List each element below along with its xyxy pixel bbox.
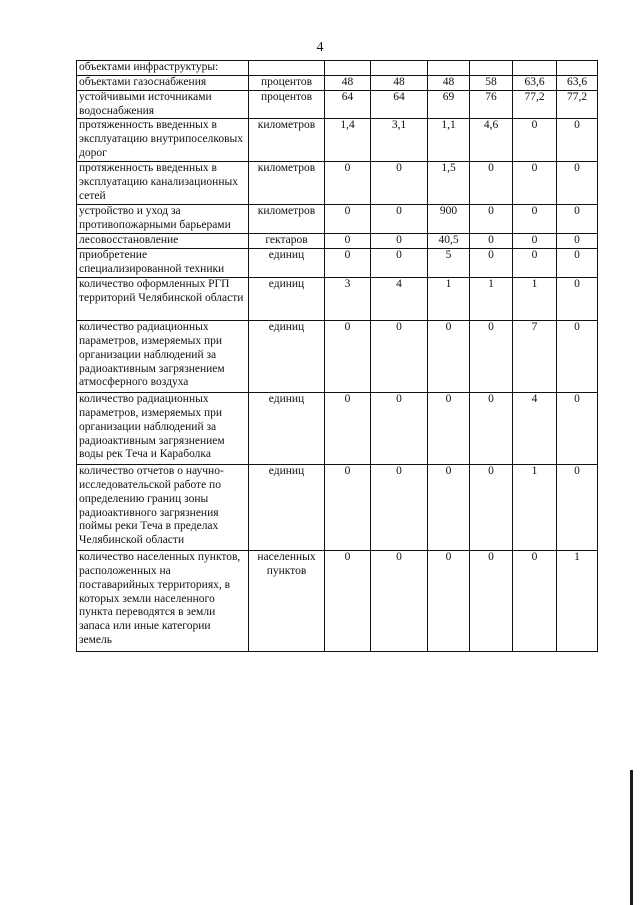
indicator-value [371, 61, 428, 76]
indicator-value: 0 [325, 249, 371, 278]
table-row [77, 393, 598, 465]
indicator-name: лесовосстановление [77, 234, 249, 249]
indicator-value: 58 [470, 76, 513, 91]
indicator-unit: населенных пунктов [249, 551, 325, 652]
indicator-value: 0 [557, 205, 598, 234]
indicator-unit: процентов [249, 90, 325, 119]
indicator-unit: единиц [249, 321, 325, 393]
indicator-value: 0 [371, 234, 428, 249]
indicator-value: 0 [557, 321, 598, 393]
indicator-value: 0 [371, 249, 428, 278]
indicator-value: 0 [557, 119, 598, 162]
indicator-name: количество отчетов о научно-исследовательской работе по определению границ зоны радиоактивного загрязнения поймы реки Теча в пределах Челябинской области [77, 465, 249, 551]
table-row [77, 162, 598, 205]
indicator-value: 1 [513, 465, 557, 551]
scan-edge-line [630, 770, 633, 905]
indicator-value: 0 [371, 162, 428, 205]
indicator-value: 48 [325, 76, 371, 91]
table-row [77, 234, 598, 249]
table-row [77, 278, 598, 321]
indicator-unit: километров [249, 205, 325, 234]
indicator-name: количество радиационных параметров, измеряемых при организации наблюдений за радиоактивным загрязнением атмосферного воздуха [77, 321, 249, 393]
indicator-name: устойчивыми источниками водоснабжения [77, 90, 249, 119]
indicator-unit: единиц [249, 249, 325, 278]
indicator-value: 40,5 [428, 234, 470, 249]
indicator-value: 63,6 [557, 76, 598, 91]
indicator-unit: гектаров [249, 234, 325, 249]
indicator-name: объектами инфраструктуры: [77, 61, 249, 76]
indicator-value: 0 [325, 321, 371, 393]
indicator-value: 63,6 [513, 76, 557, 91]
indicator-value: 0 [371, 465, 428, 551]
table-row [77, 90, 598, 119]
table-row [77, 551, 598, 652]
indicator-value: 1 [557, 551, 598, 652]
indicator-value [470, 61, 513, 76]
indicator-value: 48 [371, 76, 428, 91]
indicator-value [557, 61, 598, 76]
indicator-value: 1,1 [428, 119, 470, 162]
indicator-value: 0 [513, 551, 557, 652]
indicator-value: 7 [513, 321, 557, 393]
indicator-value: 77,2 [513, 90, 557, 119]
indicator-value: 0 [371, 551, 428, 652]
page-number: 4 [316, 40, 324, 55]
indicator-name: количество оформленных РГП территорий Челябинской области [77, 278, 249, 321]
indicator-unit [249, 61, 325, 76]
indicator-value: 48 [428, 76, 470, 91]
indicator-name: количество населенных пунктов, расположенных на поставарийных территориях, в которых земли населенного пункта переводятся в земли запаса или иные категории земель [77, 551, 249, 652]
indicator-name: устройство и уход за противопожарными барьерами [77, 205, 249, 234]
indicator-value: 0 [470, 551, 513, 652]
indicator-value: 4,6 [470, 119, 513, 162]
indicator-value: 900 [428, 205, 470, 234]
indicator-value: 0 [557, 393, 598, 465]
indicator-value: 0 [428, 321, 470, 393]
indicator-value: 3 [325, 278, 371, 321]
indicator-value [428, 61, 470, 76]
indicator-value: 0 [470, 321, 513, 393]
table-row [77, 119, 598, 162]
indicator-value: 0 [470, 205, 513, 234]
indicator-unit: километров [249, 119, 325, 162]
indicator-value: 0 [470, 162, 513, 205]
indicator-value: 4 [371, 278, 428, 321]
indicator-value: 0 [371, 393, 428, 465]
table-row [77, 465, 598, 551]
indicator-value: 0 [470, 249, 513, 278]
indicator-value: 1 [513, 278, 557, 321]
indicator-value: 0 [513, 119, 557, 162]
indicator-value: 0 [325, 465, 371, 551]
indicator-value: 0 [428, 465, 470, 551]
indicator-name: объектами газоснабжения [77, 76, 249, 91]
indicator-unit: километров [249, 162, 325, 205]
indicator-value: 0 [428, 551, 470, 652]
indicator-value: 64 [325, 90, 371, 119]
indicator-value: 0 [557, 249, 598, 278]
indicator-value: 0 [557, 162, 598, 205]
indicator-value: 1,4 [325, 119, 371, 162]
indicator-name: количество радиационных параметров, измеряемых при организации наблюдений за радиоактивным загрязнением воды рек Теча и Караболка [77, 393, 249, 465]
indicator-value: 0 [513, 205, 557, 234]
table-row [77, 321, 598, 393]
indicator-value: 0 [428, 393, 470, 465]
indicator-unit: единиц [249, 465, 325, 551]
indicator-unit: процентов [249, 76, 325, 91]
indicator-value: 0 [513, 249, 557, 278]
indicator-name: протяженность введенных в эксплуатацию канализационных сетей [77, 162, 249, 205]
indicator-value: 0 [470, 234, 513, 249]
indicator-value: 1 [428, 278, 470, 321]
indicator-value: 5 [428, 249, 470, 278]
indicator-value: 3,1 [371, 119, 428, 162]
indicator-value: 0 [325, 205, 371, 234]
indicator-value: 1,5 [428, 162, 470, 205]
indicator-name: приобретение специализированной техники [77, 249, 249, 278]
table-row [77, 76, 598, 91]
indicator-unit: единиц [249, 278, 325, 321]
indicator-value: 0 [557, 465, 598, 551]
table-row [77, 249, 598, 278]
indicator-value: 0 [325, 551, 371, 652]
indicator-value [325, 61, 371, 76]
table-row [77, 205, 598, 234]
indicator-value: 0 [325, 234, 371, 249]
indicator-value: 0 [470, 393, 513, 465]
indicator-value: 0 [371, 321, 428, 393]
indicators-table [76, 60, 598, 652]
indicator-value: 0 [513, 234, 557, 249]
indicator-value: 64 [371, 90, 428, 119]
table-row [77, 61, 598, 76]
indicator-value: 0 [325, 393, 371, 465]
indicator-value: 0 [371, 205, 428, 234]
indicator-value: 77,2 [557, 90, 598, 119]
indicator-unit: единиц [249, 393, 325, 465]
indicator-value: 76 [470, 90, 513, 119]
indicator-name: протяженность введенных в эксплуатацию внутрипоселковых дорог [77, 119, 249, 162]
indicator-value: 4 [513, 393, 557, 465]
indicator-value: 0 [557, 234, 598, 249]
indicator-value: 1 [470, 278, 513, 321]
indicator-value: 0 [470, 465, 513, 551]
indicator-value: 0 [513, 162, 557, 205]
indicator-value: 0 [557, 278, 598, 321]
indicator-value [513, 61, 557, 76]
indicator-value: 69 [428, 90, 470, 119]
indicator-value: 0 [325, 162, 371, 205]
